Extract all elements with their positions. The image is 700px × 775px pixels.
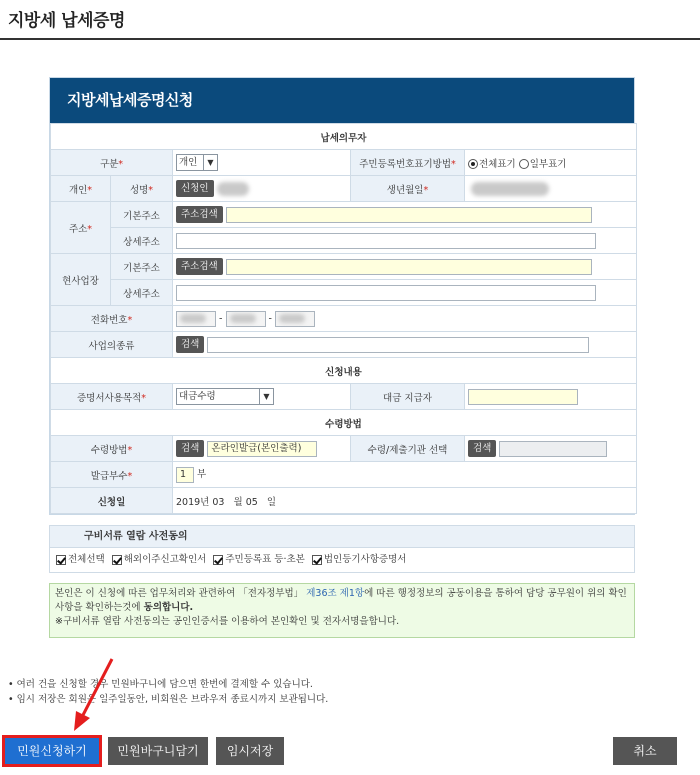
notice-line-3: ※구비서류 열람 사전동의는 공인인증서를 이용하여 본인확인 및 전자서명을합니다.	[55, 616, 400, 627]
consent-emigration[interactable]: 해외이주신고확인서	[112, 554, 207, 565]
detail-address-label: 상세주소	[111, 228, 173, 254]
individual-label: 개인*	[51, 176, 111, 202]
copies-label: 발급부수*	[51, 462, 173, 488]
business-basic-address-label: 기본주소	[111, 254, 173, 280]
address-search-button[interactable]: 주소검색	[176, 206, 223, 223]
date-label: 신청일	[51, 488, 173, 514]
name-label: 성명*	[111, 176, 173, 202]
business-type-input[interactable]	[207, 337, 589, 353]
phone-input-3[interactable]	[275, 311, 315, 327]
chevron-down-icon: ▼	[203, 155, 217, 170]
consent-items	[50, 548, 634, 572]
basic-address-input[interactable]	[226, 207, 592, 223]
copies-unit: 부	[197, 469, 207, 481]
payer-input[interactable]	[468, 389, 578, 405]
checkbox-icon	[213, 555, 223, 565]
type-label: 구분*	[51, 150, 173, 176]
business-detail-address-input[interactable]	[176, 285, 596, 301]
law-link[interactable]: 제36조 제1항	[306, 588, 365, 599]
consent-resident-register[interactable]: 주민등록표 등·초본	[213, 554, 304, 565]
form-table: 납세의무자 구분* 개인 ▼ 주민등록번호표기방법* 전체표기 일부표기 개인* 성명* 신청인 생년월일* 주소* 기본주소 주소검색 상세주소 현사업장 기본주소 주소검색 상세주소 전화번호* - - 사업의종류 검색 신청내용 증명서사용목적* 대금수령 ▼ 대금 지급자 수령방법 수령방법* 검색 온라인발급(본인출력) 수령/제출기관 선택 검색 발급부수* 1 부 신청일 2019년 03 월 05 일	[50, 123, 637, 514]
business-detail-address-label: 상세주소	[111, 280, 173, 306]
checkbox-icon	[112, 555, 122, 565]
phone-input-2[interactable]	[226, 311, 266, 327]
purpose-label: 증명서사용목적*	[51, 384, 173, 410]
radio-partial[interactable]	[519, 159, 529, 169]
consent-select-all[interactable]: 전체선택	[56, 554, 105, 565]
rrn-method-label: 주민등록번호표기방법*	[351, 150, 465, 176]
name-redacted	[217, 182, 249, 196]
birth-label: 생년월일*	[351, 176, 465, 202]
copies-input[interactable]: 1	[176, 467, 194, 483]
agency-label: 수령/제출기관 선택	[351, 436, 465, 462]
applicant-button[interactable]: 신청인	[176, 180, 214, 197]
business-type-label: 사업의종류	[51, 332, 173, 358]
checkbox-icon	[56, 555, 66, 565]
radio-partial-label: 일부표기	[529, 158, 567, 170]
temp-save-button[interactable]: 임시저장	[216, 737, 284, 765]
section-taxpayer: 납세의무자	[51, 124, 637, 150]
business-label: 현사업장	[51, 254, 111, 306]
chevron-down-icon: ▼	[259, 389, 273, 404]
red-arrow-annotation	[60, 655, 130, 735]
detail-address-input[interactable]	[176, 233, 596, 249]
notice-line-1: 본인은 이 신청에 따른 업무처리와 관련하여 「전자정부법」 제36조 제1항에 따른 행정정보의 공동이용을 통하여 담당 공무원이 위의 확인	[55, 588, 627, 599]
receive-method-label: 수령방법*	[51, 436, 173, 462]
apply-button[interactable]: 민원신청하기	[4, 737, 100, 765]
date-value: 2019년 03 월 05 일	[173, 488, 637, 514]
cancel-button[interactable]: 취소	[613, 737, 677, 765]
receive-method-search-button[interactable]: 검색	[176, 440, 204, 457]
business-address-search-button[interactable]: 주소검색	[176, 258, 223, 275]
basic-address-label: 기본주소	[111, 202, 173, 228]
business-type-search-button[interactable]: 검색	[176, 336, 204, 353]
consent-section	[49, 525, 635, 573]
type-select[interactable]: 개인 ▼	[176, 154, 218, 171]
radio-full[interactable]	[468, 159, 478, 169]
title-divider	[0, 38, 700, 40]
business-basic-address-input[interactable]	[226, 259, 592, 275]
page-title: 지방세 납세증명	[8, 11, 125, 31]
consent-notice	[49, 583, 635, 638]
add-to-basket-button[interactable]: 민원바구니담기	[108, 737, 208, 765]
purpose-select[interactable]: 대금수령 ▼	[176, 388, 274, 405]
info-bullets	[8, 677, 328, 707]
notice-line-2: 사항을 확인하는것에 동의합니다.	[55, 602, 194, 613]
agency-search-button[interactable]: 검색	[468, 440, 496, 457]
application-form	[49, 77, 635, 515]
checkbox-icon	[312, 555, 322, 565]
radio-full-label: 전체표기	[479, 158, 516, 170]
consent-header: 구비서류 열람 사전동의	[50, 526, 634, 548]
section-receive: 수령방법	[51, 410, 637, 436]
form-header: 지방세납세증명신청	[50, 78, 634, 123]
bullet-item: • 임시 저장은 회원은 일주일동안, 비회원은 브라우저 종료시까지 보관됩니다.	[8, 694, 329, 705]
payer-label: 대금 지급자	[351, 384, 465, 410]
birth-redacted	[471, 182, 549, 196]
phone-label: 전화번호*	[51, 306, 173, 332]
consent-corporate-register[interactable]: 법인등기사항증명서	[312, 554, 407, 565]
address-label: 주소*	[51, 202, 111, 254]
phone-input-1[interactable]	[176, 311, 216, 327]
bullet-item: • 여러 건을 신청할 경우 민원바구니에 담으면 한번에 결제할 수 있습니다.	[8, 679, 313, 690]
agency-input[interactable]	[499, 441, 607, 457]
section-request: 신청내용	[51, 358, 637, 384]
receive-method-input[interactable]: 온라인발급(본인출력)	[207, 441, 317, 457]
